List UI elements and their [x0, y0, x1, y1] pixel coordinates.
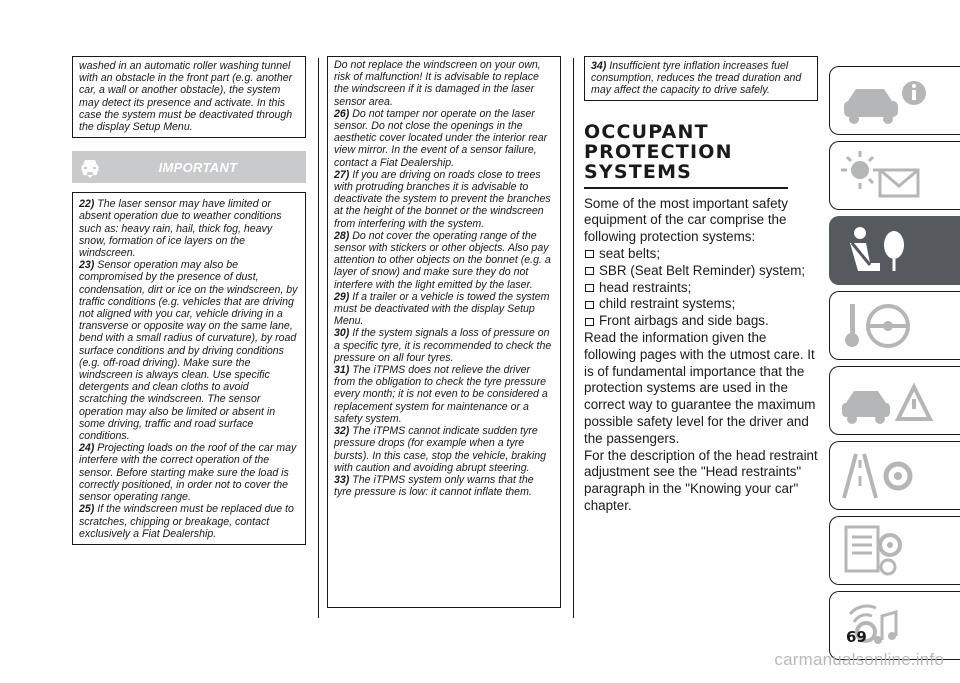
warning-text: The iTPMS system only warns that the tyre pressure is low: it cannot inflate them. [334, 473, 534, 499]
warning-intro: Do not replace the windscreen on your own, risk of malfunction! It is advisable to replace the windscreen if it is damaged in the laser sensor area. [334, 59, 541, 108]
checkbox-bullet-icon [585, 301, 594, 309]
car-warning-icon [836, 371, 956, 431]
heading-line: OCCUPANT [584, 120, 709, 143]
section-body [584, 196, 818, 515]
warning-number: 31) [334, 364, 350, 377]
warning-text: The iTPMS does not relieve the driver from the obligation to check the tyre pressure every month; it is not even to be considered a replacement system for maintenance or a safety system. [334, 364, 548, 425]
watermark: carmanualsonline.info [774, 650, 944, 669]
warning-text: If you are driving on roads close to trees with protruding branches it is advisable to deactivate the system to prevent the branches at the height of the bonnet or the windscreen from interfering with the system. [334, 168, 551, 230]
important-label: IMPORTANT [158, 159, 238, 175]
warning-number: 24) [79, 442, 95, 455]
continuation-box [72, 56, 306, 138]
warning-27 [334, 169, 554, 230]
car-info-icon [836, 71, 956, 131]
warning-text: The laser sensor may have limited or absent operation due to weather conditions such as: heavy rain, hail, thick fog, heavy snow, formation of ice layers on the windscreen. [79, 198, 282, 260]
warning-23 [79, 259, 299, 442]
list-item [584, 246, 818, 263]
specs-gear-icon [836, 521, 956, 581]
tab-emergency[interactable] [829, 366, 960, 435]
warning-text: If a trailer or a vehicle is towed the system must be deactivated with the display Setup Menu. [334, 290, 550, 328]
seat-airbag-icon [836, 221, 956, 281]
right-column [584, 56, 818, 515]
warning-25 [79, 503, 299, 540]
warning-number: 33) [334, 473, 350, 486]
tab-car-info[interactable] [829, 66, 960, 135]
warning-text: Projecting loads on the roof of the car may interfere with the correct operation of the sensor. Before starting make sure the load is correctly positioned, in order not to cover the sensor operating range. [79, 442, 297, 504]
warning-number: 22) [79, 198, 95, 211]
heading-line: PROTECTION [584, 140, 733, 163]
warning-number: 30) [334, 327, 350, 340]
tab-starting-driving[interactable] [829, 291, 960, 360]
list-item-text: SBR (Seat Belt Reminder) system; [599, 262, 806, 278]
list-item [584, 280, 818, 297]
note-34 [591, 60, 811, 97]
list-item [584, 263, 818, 280]
warning-22 [79, 198, 299, 259]
warning-30 [334, 327, 554, 364]
warning-text: If the windscreen must be replaced due to scratches, chipping or breakage, contact exclusively a Fiat Dealership. [79, 503, 294, 540]
list-item [584, 313, 818, 330]
road-tools-icon [836, 446, 956, 506]
warning-number: 25) [79, 503, 95, 516]
page-number: 69 [846, 628, 867, 646]
note-box [584, 56, 818, 101]
warning-31 [334, 364, 554, 425]
body-paragraph: For the description of the head restraint adjustment see the "Head restraints" paragraph in the "Knowing your car" chapter. [584, 447, 818, 513]
left-column [72, 56, 306, 545]
warning-number: 32) [334, 425, 350, 438]
heading-line: SYSTEMS [584, 160, 693, 183]
warning-number: 34) [591, 60, 607, 72]
checkbox-bullet-icon [585, 267, 594, 275]
warning-text: Do not tamper nor operate on the laser sensor. Do not close the openings in the aesthetic cover located under the interior rear view mirror. In the event of a sensor failure, contact a Fiat Dealership. [334, 107, 548, 169]
warnings-box-left [72, 192, 306, 545]
multimedia-icon [836, 596, 956, 656]
warning-number: 28) [334, 229, 350, 242]
heading-underline [584, 187, 788, 189]
column-divider [573, 58, 574, 618]
tab-safety[interactable] [829, 216, 960, 285]
body-paragraph: Read the information given the following pages with the utmost care. It is of fundamental importance that the protection systems are used in the correct way to guarantee the maximum possible safety level for the driver and the passengers. [584, 329, 816, 446]
checkbox-bullet-icon [585, 250, 594, 258]
list-item [584, 296, 818, 313]
list-item-text: child restraint systems; [599, 296, 736, 312]
warning-number: 23) [79, 259, 95, 272]
column-divider [318, 58, 319, 618]
warning-text: The iTPMS cannot indicate sudden tyre pressure drops (for example when a tyre bursts). In this case, stop the vehicle, braking with caution and avoiding abrupt steering. [334, 425, 546, 474]
key-steering-wheel-icon [836, 296, 956, 356]
warning-26 [334, 108, 554, 169]
warning-33 [334, 474, 554, 498]
warning-32 [334, 425, 554, 474]
tab-lights-messages[interactable] [829, 141, 960, 210]
warning-29 [334, 291, 554, 328]
warning-number: 29) [334, 290, 350, 303]
car-warning-icon [80, 156, 100, 178]
middle-column [327, 56, 561, 608]
tab-technical-data[interactable] [829, 516, 960, 585]
checkbox-bullet-icon [585, 318, 594, 326]
intro-paragraph: Some of the most important safety equipment of the car comprise the following protection systems: [584, 195, 788, 245]
tab-maintenance[interactable] [829, 441, 960, 510]
warning-number: 27) [334, 168, 350, 181]
warning-text: Insufficient tyre inflation increases fuel consumption, reduces the tread duration and may affect the capacity to drive safely. [591, 60, 802, 97]
warning-text: If the system signals a loss of pressure on a specific tyre, it is recommended to check the pressure on all four tyres. [334, 327, 552, 364]
warning-number: 26) [334, 107, 350, 120]
warning-24 [79, 442, 299, 503]
list-item-text: seat belts; [599, 246, 661, 261]
list-item-text: Front airbags and side bags. [599, 313, 769, 329]
important-banner [72, 151, 306, 183]
warnings-box-middle [327, 56, 561, 608]
checkbox-bullet-icon [585, 284, 594, 292]
list-item-text: head restraints; [599, 279, 692, 295]
warning-text: Do not cover the operating range of the sensor with stickers or other objects. Also pay attention to other objects on the bonnet (e.g. a layer of snow) and make sure they do not interfere with the light emitted by the laser. [334, 229, 551, 291]
section-heading [584, 122, 818, 182]
sun-envelope-icon [836, 146, 956, 206]
warning-text: Sensor operation may also be compromised by the presence of dust, condensation, dirt or ice on the windscreen, by traffic conditions (e.g. vehicles that are driving not aligned with you car, vehicle driving in a transverse or opposite way on the same lane, bend with a small radius of curvature), by road surface conditions and by driving conditions (e.g. off-road driving). Make sure the windscreen is always clean. Use specific detergents and clean cloths to avoid scratching the windscreen. The sensor operation may also be limited or absent in some driving, traffic and road surface conditions. [79, 259, 298, 443]
continuation-text: washed in an automatic roller washing tunnel with an obstacle in the front part (e.g. another car, a wall or another obstacle), the system may detect its presence and activate. In this case the system must be deactivated through the display Setup Menu. [79, 60, 293, 134]
warning-28 [334, 230, 554, 291]
